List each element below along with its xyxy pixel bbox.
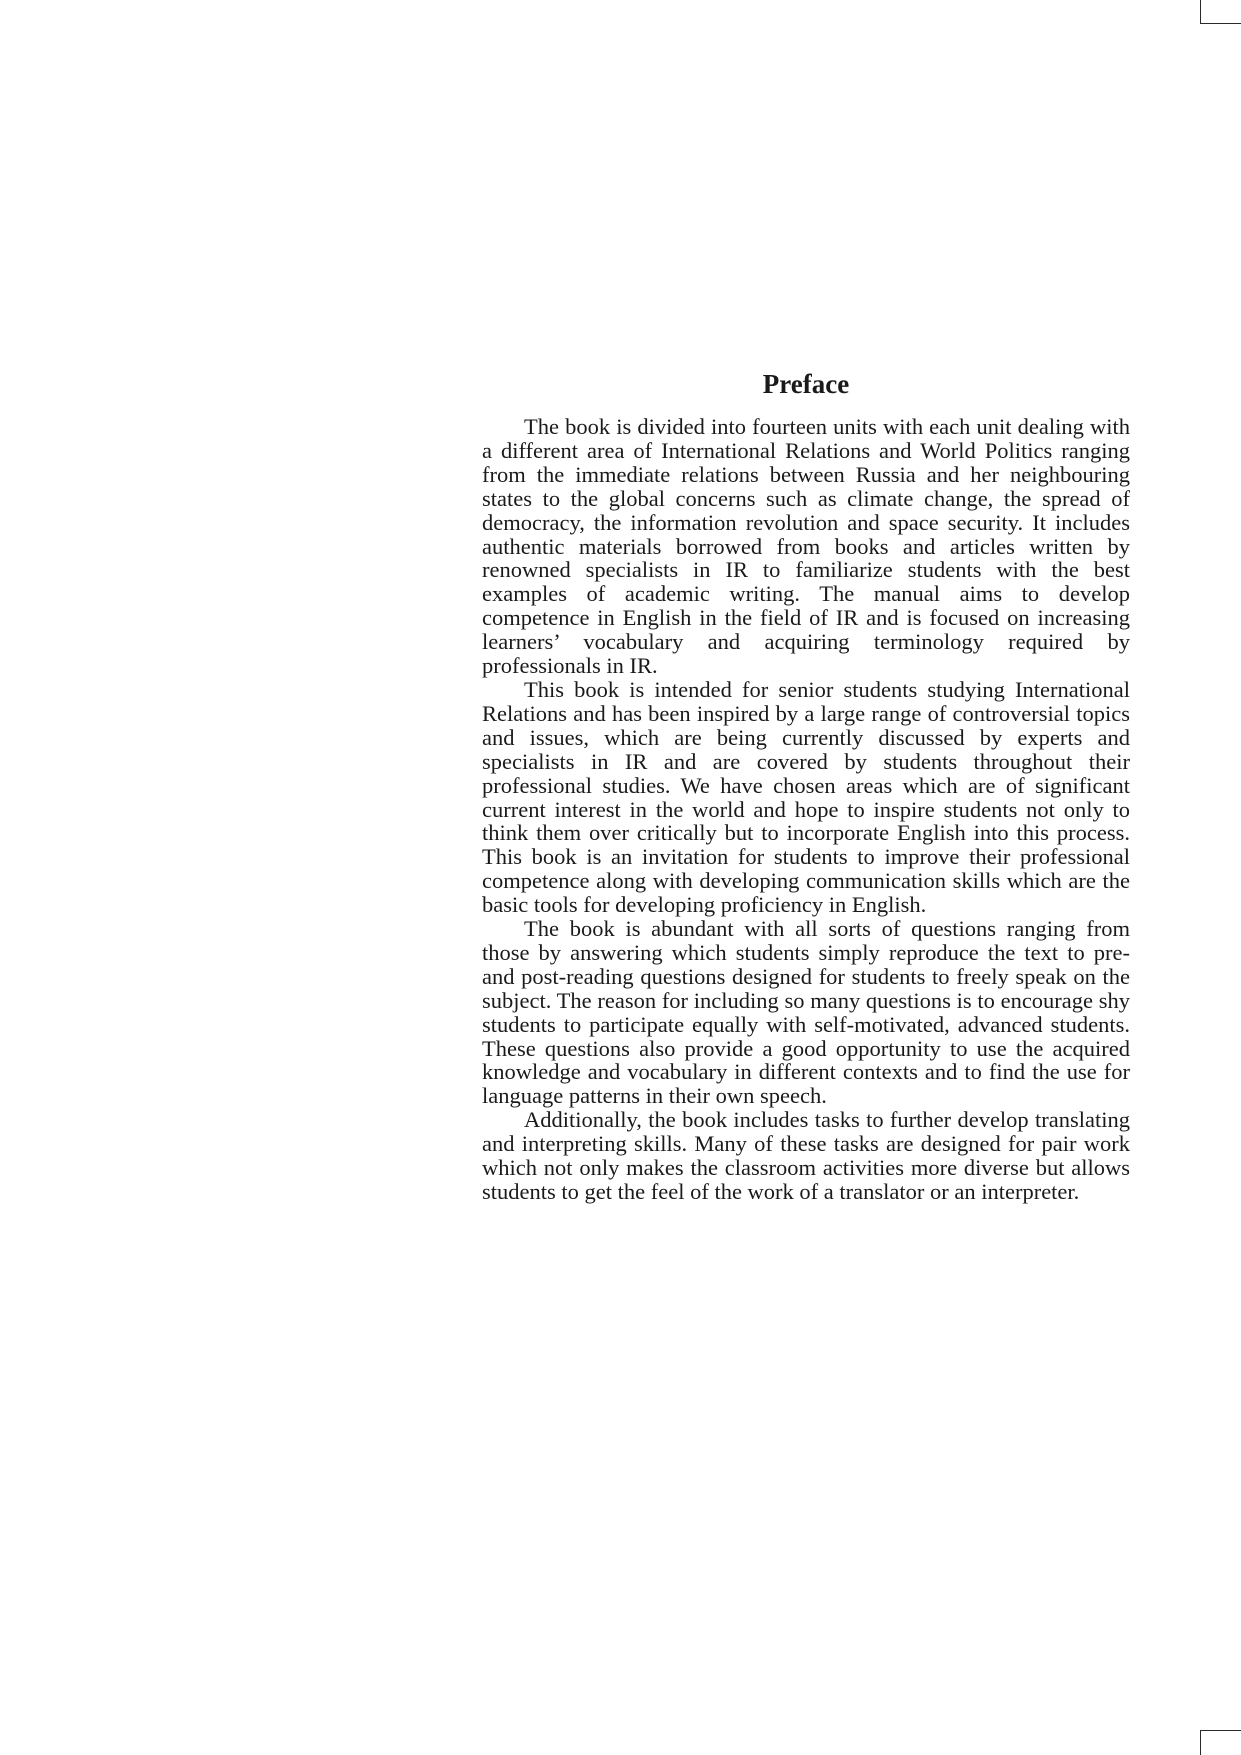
paragraph-1: The book is divided into fourteen units with each unit dealing with a different area of International Relations and World Politics ranging from the immediate relations between Russia and her neighbouring states to the global concerns such as climate change, the spread of democracy, the information revolution and space security. It includes authentic materials borrowed from books and articles written by renowned specialists in IR to familiarize students with the best examples of academic writing. The manual aims to develop competence in English in the field of IR and is focused on increasing learners’ vocabulary and acquiring terminology required by professionals in IR. — [482, 414, 1130, 679]
crop-mark-top-horizontal — [1200, 23, 1241, 24]
paragraph-3: The book is abundant with all sorts of questions ranging from those by answering which students simply reproduce the text to pre- and post-reading questions designed for students to freely speak on the subject. The reason for including so many questions is to encourage shy students to participate equally with self-motivated, advanced students. These questions also provide a good opportunity to use the acquired knowledge and vocabulary in different contexts and to find the use for language patterns in their own speech. — [482, 916, 1130, 1109]
paragraph-4: Additionally, the book includes tasks to further develop translating and interpreting skills. Many of these tasks are designed for pair work which not only makes the classroom activities more diverse but allows students to get the feel of the work of a translator or an interpreter. — [482, 1107, 1130, 1204]
page-title: Preface — [762, 369, 850, 399]
preface-section — [482, 367, 1130, 1204]
crop-mark-bottom-vertical — [1200, 1730, 1201, 1755]
paragraph-2: This book is intended for senior students studying International Relations and has been inspired by a large range of controversial topics and issues, which are being currently discussed by experts and specialists in IR and are covered by students throughout their professional studies. We have chosen areas which are of significant current interest in the world and hope to inspire students not only to think them over critically but to incorporate English into this process. This book is an invitation for students to improve their professional competence along with developing communication skills which are the basic tools for developing proficiency in English. — [482, 676, 1130, 918]
crop-mark-top-vertical — [1200, 0, 1201, 24]
crop-mark-bottom-horizontal — [1200, 1730, 1241, 1731]
